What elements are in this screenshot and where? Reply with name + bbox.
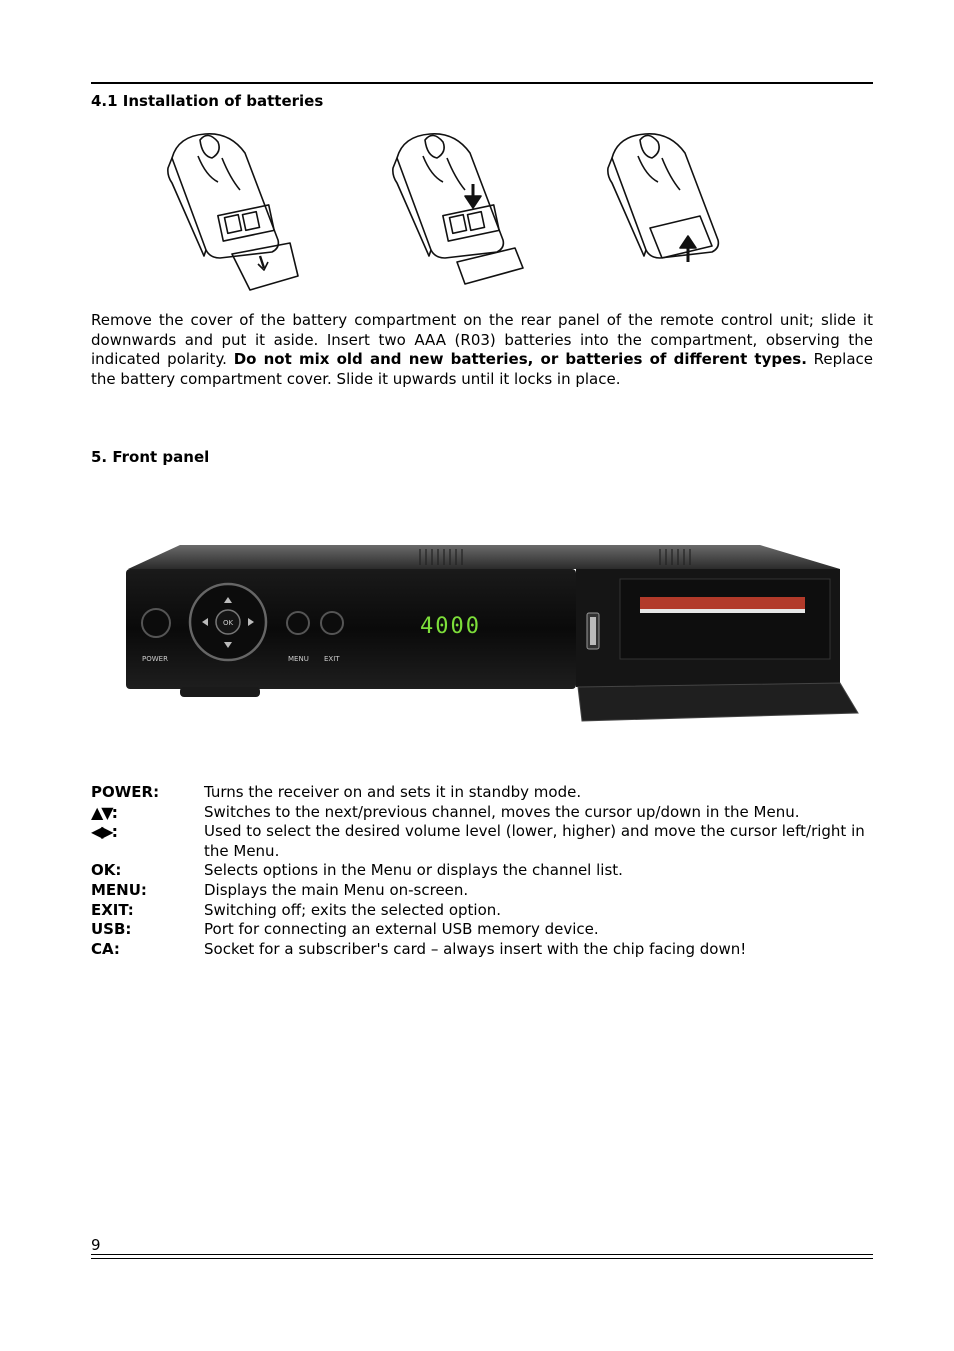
- display-readout: 4000: [420, 614, 481, 639]
- remote-step-1: [168, 134, 298, 290]
- remote-step-2: [393, 134, 523, 284]
- top-rule: [91, 82, 873, 84]
- power-label: POWER: [142, 655, 168, 663]
- section-heading-batteries: 4.1 Installation of batteries: [91, 92, 324, 110]
- page-number: 9: [91, 1236, 101, 1254]
- definition-row: [91, 901, 873, 921]
- receiver-front-panel-image: [120, 535, 865, 725]
- definition-term: OK:: [91, 861, 122, 880]
- definition-desc: Switching off; exits the selected option.: [204, 900, 502, 919]
- up-down-arrows-term: ▲▼:: [91, 802, 117, 822]
- definition-row: [91, 822, 873, 861]
- definition-desc: Turns the receiver on and sets it in standby mode.: [204, 783, 582, 801]
- definition-row: [91, 940, 873, 960]
- battery-warning: Do not mix old and new batteries, or batteries of different types.: [233, 350, 807, 369]
- definition-row: [91, 803, 873, 823]
- remote-step-3: [608, 134, 719, 262]
- exit-label: EXIT: [324, 655, 340, 663]
- definition-term: EXIT:: [91, 900, 134, 919]
- definition-row: [91, 881, 873, 901]
- battery-instructions-text-a: Remove the cover of the battery compartment on the rear panel of the remote control unit; slide it downwards and put it aside. Insert two AAA (R03) batteries into the compartment, observing the indicated polarity.: [91, 311, 873, 369]
- section-heading-front-panel: 5. Front panel: [91, 448, 210, 466]
- definition-row: [91, 783, 873, 803]
- battery-instructions: [91, 311, 873, 389]
- bottom-rule: [91, 1254, 873, 1259]
- left-right-arrows-term: ◀▶:: [91, 822, 117, 842]
- battery-instructions-text-b: Replace the battery compartment cover. Slide it upwards until it locks in place.: [91, 350, 873, 388]
- definition-row: [91, 920, 873, 940]
- definition-desc: Selects options in the Menu or displays the channel list.: [204, 861, 623, 880]
- definition-desc: Socket for a subscriber's card – always insert with the chip facing down!: [204, 939, 747, 958]
- definition-desc: Used to select the desired volume level (lower, higher) and move the cursor left/right in the Menu.: [204, 822, 865, 860]
- definition-row: [91, 861, 873, 881]
- battery-installation-illustration: [160, 128, 740, 300]
- definition-desc: Switches to the next/previous channel, moves the cursor up/down in the Menu.: [204, 802, 800, 821]
- front-panel-definitions: [91, 783, 873, 959]
- menu-label: MENU: [288, 655, 309, 663]
- definition-term: POWER:: [91, 783, 160, 801]
- definition-term: CA:: [91, 939, 120, 958]
- definition-desc: Displays the main Menu on-screen.: [204, 880, 469, 899]
- ok-label: OK: [222, 619, 234, 627]
- definition-desc: Port for connecting an external USB memory device.: [204, 920, 599, 939]
- definition-term: MENU:: [91, 880, 147, 899]
- definition-term: USB:: [91, 920, 132, 939]
